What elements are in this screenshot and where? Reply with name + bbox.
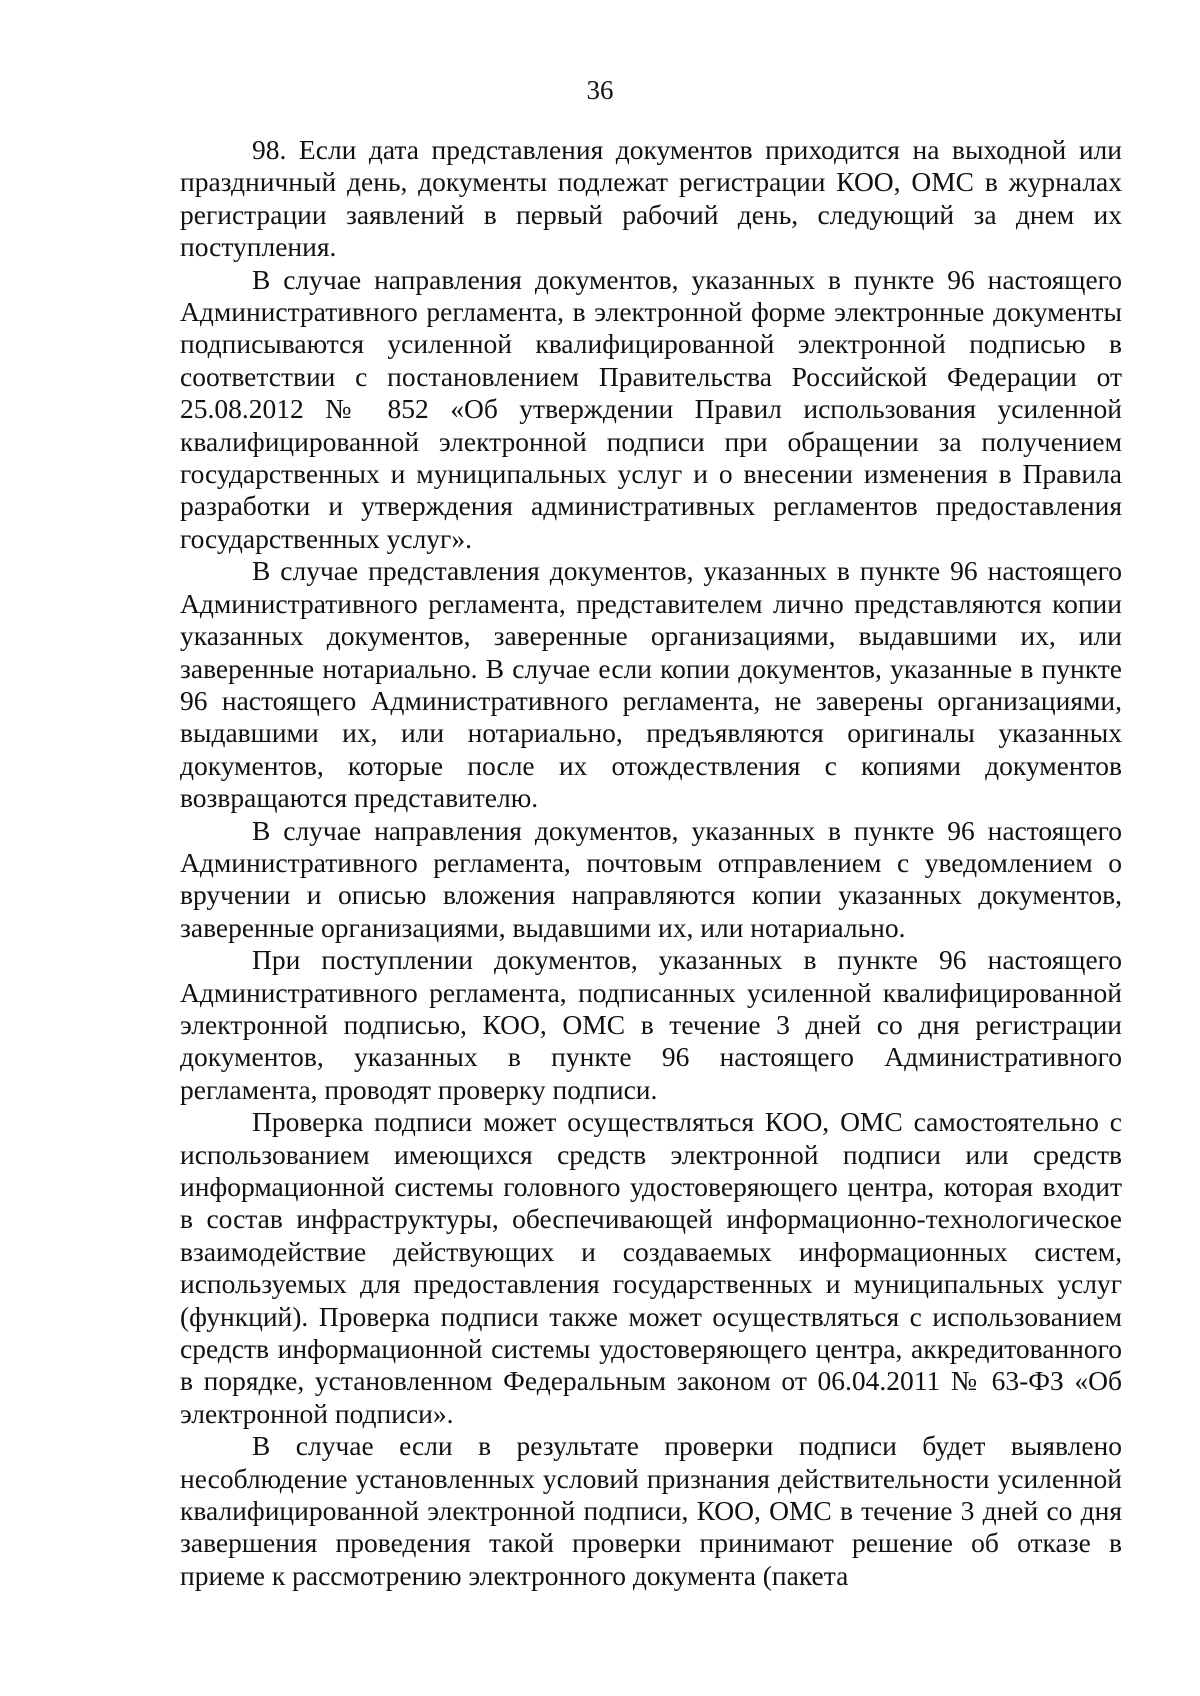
paragraph-signature-check: При поступлении документов, указанных в пункте 96 настоящего Административного регламента, подписанных усиленной квалифицированной электронной подписью, КОО, ОМС в течение 3 дней со дня регистрации документов, указанных в пункте 96 настоящего Административного регламента, проводят проверку подписи. [180,944,1122,1105]
page-number: 36 [586,75,614,105]
paragraph-in-person-copies: В случае представления документов, указанных в пункте 96 настоящего Административного регламента, представителем лично представляются копии указанных документов, заверенные организациями, выдавшими их, или заверенные нотариально. В случае если копии документов, указанные в пункте 96 настоящего Административного регламента, не заверены организациями, выдавшими их, или нотариально, предъявляются оригиналы указанных документов, которые после их отождествления с копиями документов возвращаются представителю. [180,555,1122,814]
document-body [180,134,1122,1592]
paragraph-check-methods: Проверка подписи может осуществляться КОО, ОМС самостоятельно с использованием имеющихся средств электронной подписи или средств информационной системы головного удостоверяющего центра, которая входит в состав инфраструктуры, обеспечивающей информационно-технологическое взаимодействие действующих и создаваемых информационных систем, используемых для предоставления государственных и муниципальных услуг (функций). Проверка подписи также может осуществляться с использованием средств информационной системы удостоверяющего центра, аккредитованного в порядке, установленном Федеральным законом от 06.04.2011 № 63-ФЗ «Об электронной подписи». [180,1106,1122,1429]
paragraph-postal-delivery: В случае направления документов, указанных в пункте 96 настоящего Административного регламента, почтовым отправлением с уведомлением о вручении и описью вложения направляются копии указанных документов, заверенные организациями, выдавшими их, или нотариально. [180,814,1122,943]
paragraph-98-registration: 98. Если дата представления документов приходится на выходной или праздничный день, документы подлежат регистрации КОО, ОМС в журналах регистрации заявлений в первый рабочий день, следующий за днем их поступления. [180,134,1122,263]
paragraph-electronic-signature: В случае направления документов, указанных в пункте 96 настоящего Административного регламента, в электронной форме электронные документы подписываются усиленной квалифицированной электронной подписью в соответствии с постановлением Правительства Российской Федерации от 25.08.2012 № 852 «Об утверждении Правил использования усиленной квалифицированной электронной подписи при обращении за получением государственных и муниципальных услуг и о внесении изменения в Правила разработки и утверждения административных регламентов предоставления государственных услуг». [180,263,1122,554]
paragraph-refusal: В случае если в результате проверки подписи будет выявлено несоблюдение установленных условий признания действительности усиленной квалифицированной электронной подписи, КОО, ОМС в течение 3 дней со дня завершения проведения такой проверки принимают решение об отказе в приеме к рассмотрению электронного документа (пакета [180,1430,1122,1591]
